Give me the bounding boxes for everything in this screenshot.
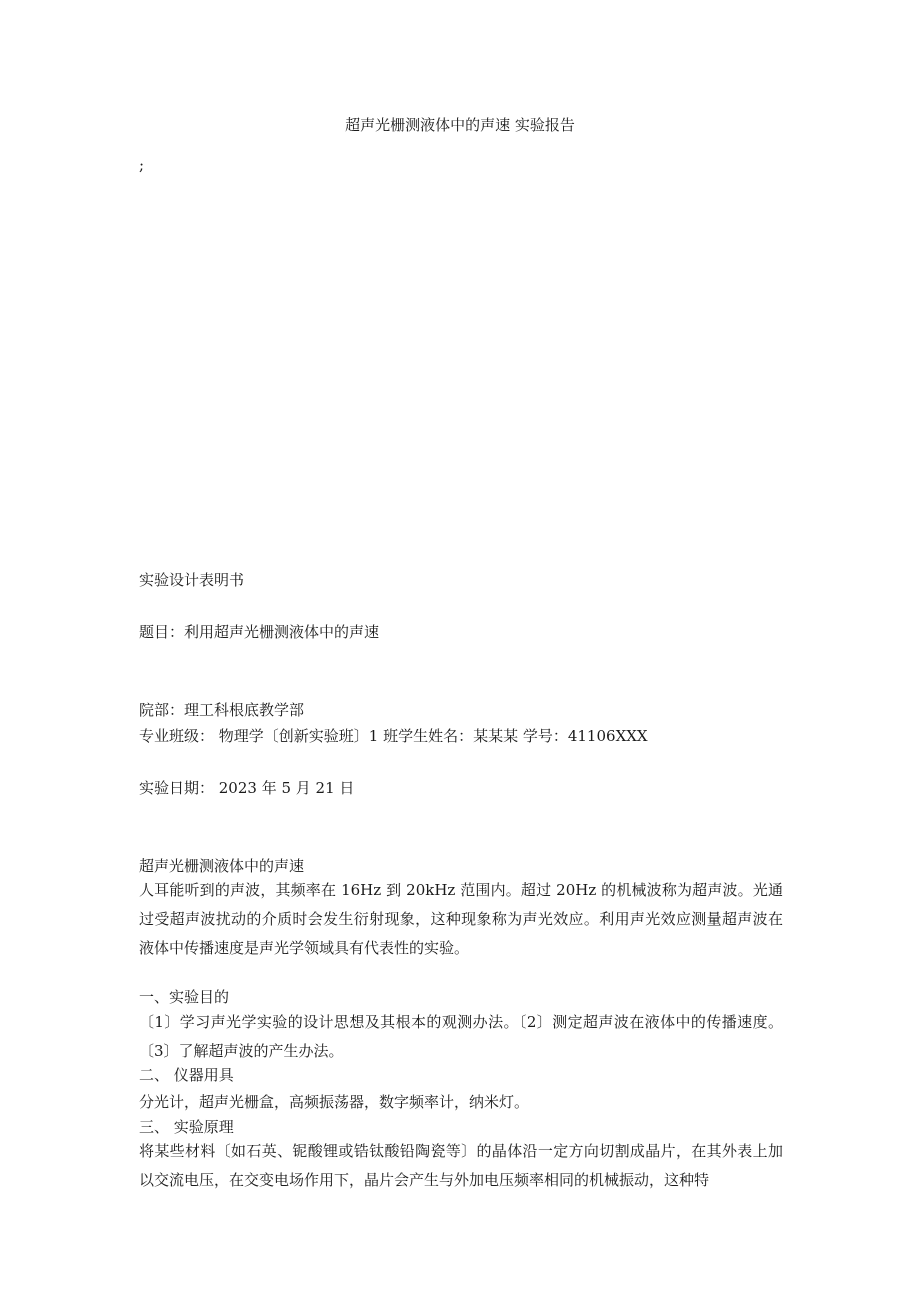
sec2-heading: 二、 仪器用具 bbox=[139, 1066, 234, 1084]
semicolon-mark: ; bbox=[139, 156, 145, 174]
sec1-body: 〔1〕学习声光学实验的设计思想及其根本的观测办法。〔2〕测定超声波在液体中的传播速度。〔3〕了解超声波的产生办法。 bbox=[139, 1013, 783, 1060]
sec1-heading: 一、实验目的 bbox=[139, 988, 230, 1006]
class-info-line: 专业班级： 物理学〔创新实验班〕1 班学生姓名：某某某 学号：41106XXX bbox=[139, 727, 648, 745]
design-heading: 实验设计表明书 bbox=[139, 571, 245, 589]
department-line: 院部：理工科根底教学部 bbox=[139, 701, 305, 719]
sec3-body: 将某些材料〔如石英、铌酸锂或锆钛酸铅陶瓷等〕的晶体沿一定方向切割成晶片，在其外表上加以交流电压，在交变电场作用下，晶片会产生与外加电压频率相同的机械振动，这种特 bbox=[139, 1142, 783, 1189]
sec3-heading: 三、 实验原理 bbox=[139, 1118, 234, 1136]
date-line: 实验日期： 2023 年 5 月 21 日 bbox=[139, 779, 355, 797]
document-title: 超声光栅测液体中的声速 实验报告 bbox=[345, 116, 575, 134]
topic-line: 题目：利用超声光栅测液体中的声速 bbox=[139, 623, 380, 641]
intro-paragraph: 人耳能听到的声波，其频率在 16Hz 到 20kHz 范围内。超过 20Hz 的机械波称为超声波。光通过受超声波扰动的介质时会发生衍射现象，这种现象称为声光效应。利用声光效应测量超声波在液体中传播速度是声光学领域具有代表性的实验。 bbox=[139, 881, 783, 957]
sec2-body: 分光计，超声光栅盒，高频振荡器，数字频率计，纳米灯。 bbox=[139, 1093, 530, 1111]
section-title: 超声光栅测液体中的声速 bbox=[139, 857, 305, 875]
